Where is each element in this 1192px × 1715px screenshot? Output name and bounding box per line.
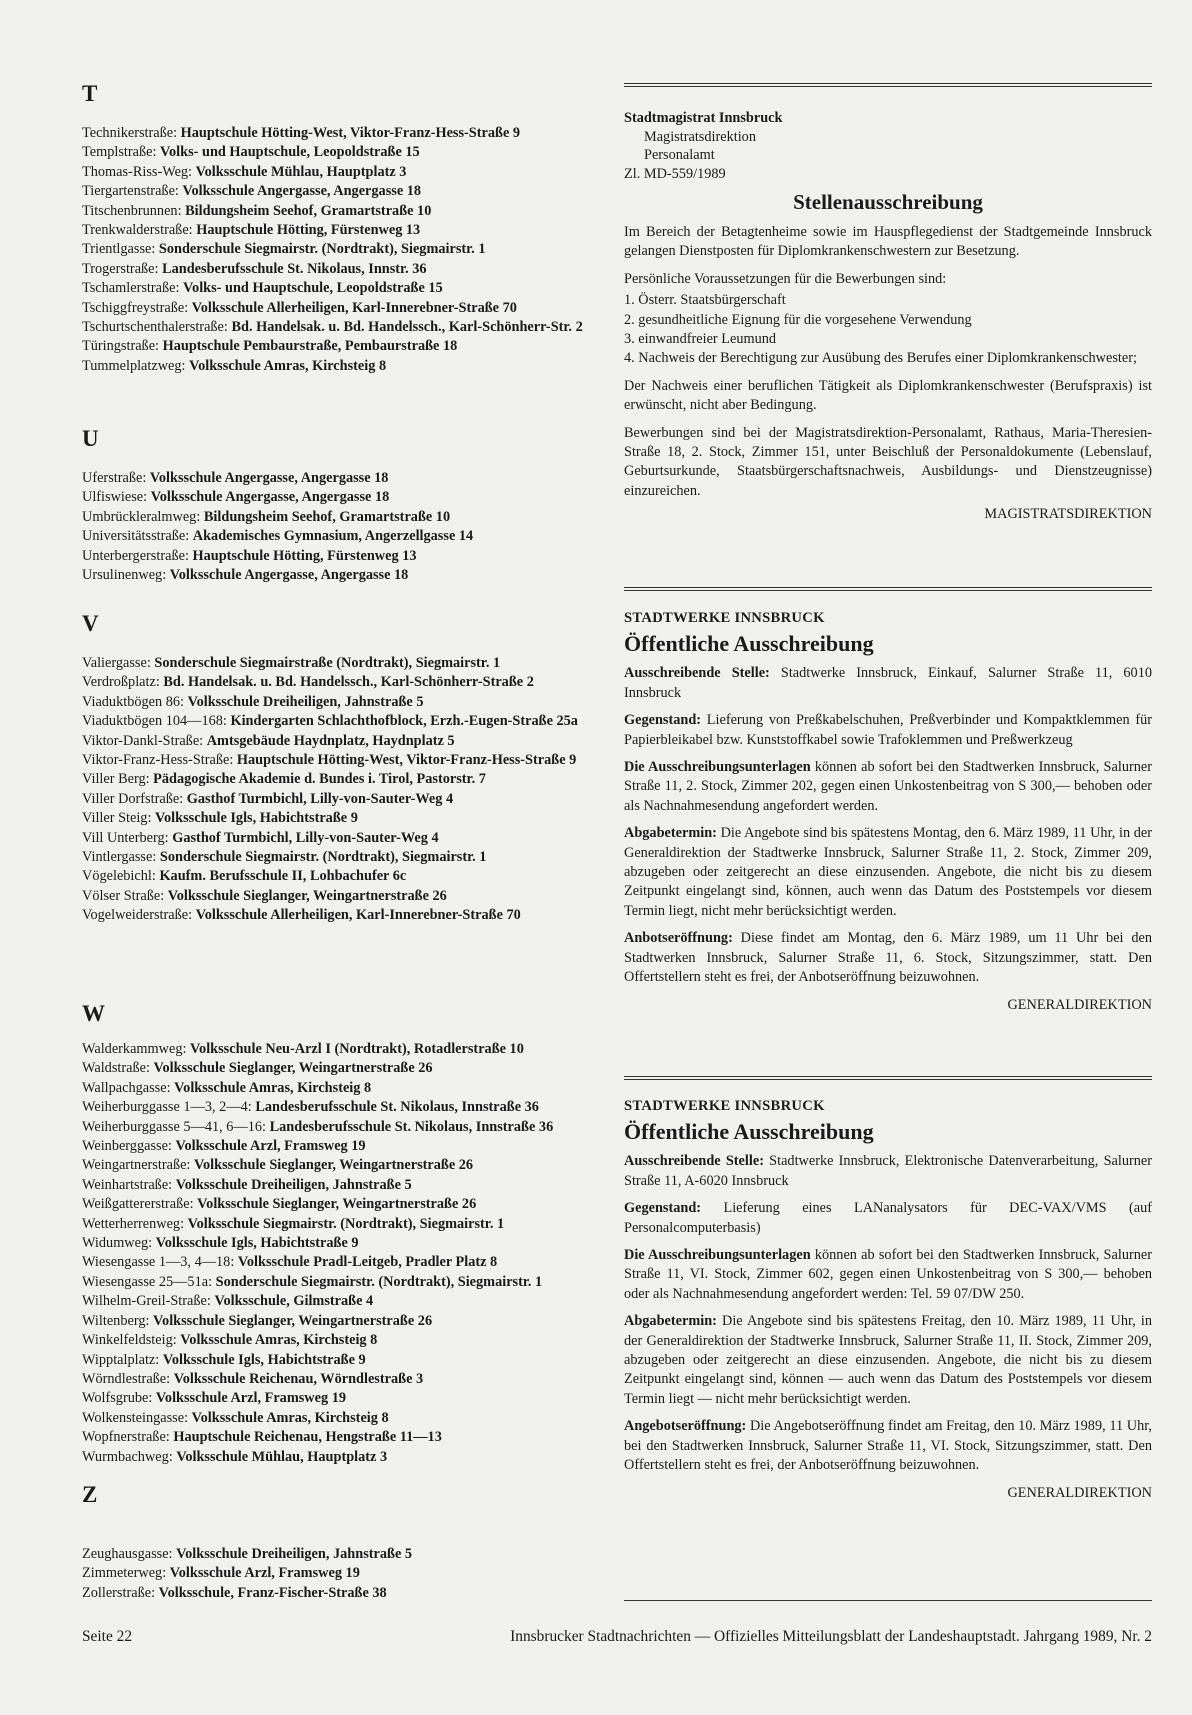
school-address: Volksschule Sieglanger, Weingartnerstraße 26 bbox=[153, 1060, 433, 1077]
school-address: Hauptschule Hötting, Fürstenweg 13 bbox=[196, 222, 421, 239]
directory-entry bbox=[82, 1351, 610, 1370]
paragraph-text: Die Angebotseröffnung findet am Freitag, den 10. März 1989, 11 Uhr, bei den Stadtwerken Innsbruck, Salurner Straße 11, VI. Stock, Sitzungszimmer, statt. Den Offertstellern steht es frei, der Anbotseröffnung beizuwohnen. bbox=[624, 1418, 1152, 1474]
school-address: Volksschule Siegmairstr. (Nordtrakt), Siegmairstr. 1 bbox=[187, 1215, 505, 1232]
directory-entry bbox=[82, 221, 610, 240]
directory-entry bbox=[82, 1389, 610, 1408]
street-name: Viaduktbögen 86: bbox=[82, 693, 184, 710]
directory-entry bbox=[82, 1118, 610, 1137]
directory-entry bbox=[82, 673, 610, 692]
directory-entry bbox=[82, 260, 610, 279]
street-name: Tummelplatzweg: bbox=[82, 357, 186, 374]
school-address: Volksschule Arzl, Framsweg 19 bbox=[155, 1390, 346, 1407]
school-address: Volksschule, Gilmstraße 4 bbox=[214, 1293, 374, 1310]
school-address: Pädagogische Akademie d. Bundes i. Tirol, Pastorstr. 7 bbox=[153, 771, 486, 788]
paragraph-label: Abgabetermin: bbox=[624, 1313, 717, 1330]
paragraph-label: Die Ausschreibungsunterlagen bbox=[624, 1247, 811, 1264]
school-address: Hauptschule Hötting-West, Viktor-Franz-Hess-Straße 9 bbox=[180, 125, 521, 141]
directory-entry bbox=[82, 488, 610, 507]
street-name: Titschenbrunnen: bbox=[82, 202, 182, 219]
directory-entry bbox=[82, 1059, 610, 1078]
street-name: Viktor-Franz-Hess-Straße: bbox=[82, 752, 234, 769]
directory-entry bbox=[82, 712, 610, 731]
divider bbox=[624, 1600, 1152, 1601]
street-name: Wörndlestraße: bbox=[82, 1370, 171, 1387]
paragraph-text: Die Angebote sind bis spätestens Montag, den 6. März 1989, 11 Uhr, in der Generaldirektion der Stadtwerke Innsbruck, Salurner Straße 11, 2. Stock, Zimmer 209, abzugeben oder zeitgerecht an diese einzusenden. Angebote, die nicht bis zu diesem Zeitpunkt eingelangt sind, können, auch wenn das Datum des Poststempels vor diesem Termin liegt, nicht mehr berücksichtigt werden. bbox=[624, 825, 1152, 919]
directory-entry bbox=[82, 527, 610, 546]
street-name: Wiesengasse 1—3, 4—18: bbox=[82, 1254, 235, 1271]
directory-entry bbox=[82, 887, 610, 906]
school-address: Volksschule Amras, Kirchsteig 8 bbox=[191, 1409, 389, 1426]
requirement-item: 3. einwandfreier Leumund bbox=[624, 331, 777, 348]
street-name: Wiltenberg: bbox=[82, 1312, 150, 1329]
letter-heading-u: U bbox=[82, 426, 99, 451]
street-name: Vill Unterberg: bbox=[82, 829, 169, 846]
street-name: Ulfiswiese: bbox=[82, 489, 148, 506]
publication-title: Innsbrucker Stadtnachrichten — Offizielles Mitteilungsblatt der Landeshauptstadt. Jahrgang 1989, Nr. 2 bbox=[510, 1628, 1152, 1645]
street-name: Valiergasse: bbox=[82, 655, 151, 671]
street-name: Templstraße: bbox=[82, 144, 157, 161]
tender-paragraph bbox=[624, 758, 1152, 816]
paragraph-text: Stadtwerke Innsbruck, Einkauf, Salurner Straße 11, 6010 Innsbruck bbox=[624, 665, 1152, 701]
section-u bbox=[82, 469, 610, 585]
directory-entry bbox=[82, 790, 610, 809]
street-name: Viller Berg: bbox=[82, 771, 150, 788]
school-address: Volksschule Allerheiligen, Karl-Innerebner-Straße 70 bbox=[195, 907, 521, 924]
street-name: Tiergartenstraße: bbox=[82, 183, 179, 200]
section-t bbox=[82, 124, 610, 376]
school-address: Volksschule Igls, Habichtstraße 9 bbox=[162, 1351, 366, 1368]
directory-entry bbox=[82, 1253, 610, 1272]
directory-entry bbox=[82, 751, 610, 770]
school-address: Hauptschule Reichenau, Hengstraße 11—13 bbox=[173, 1429, 442, 1446]
street-name: Vintlergasse: bbox=[82, 849, 157, 866]
directory-entry bbox=[82, 1215, 610, 1234]
street-name: Universitätsstraße: bbox=[82, 528, 190, 545]
street-name: Zeughausgasse: bbox=[82, 1546, 173, 1562]
school-address: Volksschule Mühlau, Hauptplatz 3 bbox=[195, 163, 407, 180]
directory-entry bbox=[82, 508, 610, 527]
directory-entry bbox=[82, 809, 610, 828]
school-address: Volksschule Arzl, Framsweg 19 bbox=[175, 1138, 366, 1155]
tender2-signature: GENERALDIREKTION bbox=[1007, 1484, 1152, 1501]
requirement-item: 1. Österr. Staatsbürgerschaft bbox=[624, 292, 786, 309]
school-address: Volks- und Hauptschule, Leopoldstraße 15 bbox=[183, 280, 443, 297]
paragraph-text: können ab sofort bei den Stadtwerken Innsbruck, Salurner Straße 11, 2. Stock, Zimmer 202, gegen einen Unkostenbeitrag von S 300,— behoben oder als Nachnahmesendung angefordert werden. bbox=[624, 759, 1152, 814]
magistrat-practice: Der Nachweis einer beruflichen Tätigkeit als Diplomkrankenschwester (Berufspraxis) ist erwünscht, nicht aber Bedingung. bbox=[624, 377, 1152, 414]
street-name: Wilhelm-Greil-Straße: bbox=[82, 1293, 211, 1310]
school-address: Landesberufsschule St. Nikolaus, Innstraße 36 bbox=[269, 1118, 554, 1135]
street-name: Wallpachgasse: bbox=[82, 1079, 171, 1096]
street-name: Trogerstraße: bbox=[82, 260, 159, 277]
street-name: Vogelweiderstraße: bbox=[82, 907, 193, 924]
street-name: Zollerstraße: bbox=[82, 1584, 156, 1601]
directory-entry bbox=[82, 1545, 610, 1564]
magistrat-apply: Bewerbungen sind bei der Magistratsdirektion-Personalamt, Rathaus, Maria-Theresien-Straße 18, 2. Stock, Zimmer 151, unter Beischluß der Personaldokumente (Lebenslauf, Geburtsurkunde, Staatsbürgerschaftsnachweis, Ausbildungs- und Dienstzeugnisse) einzureichen. bbox=[624, 424, 1152, 499]
street-name: Völser Straße: bbox=[82, 887, 165, 904]
school-address: Sonderschule Siegmairstr. (Nordtrakt), Siegmairstr. 1 bbox=[215, 1273, 543, 1290]
school-address: Volksschule Sieglanger, Weingartnerstraße 26 bbox=[153, 1312, 433, 1329]
school-address: Bd. Handelsak. u. Bd. Handelssch., Karl-Schönherr-Str. 2 bbox=[231, 319, 583, 336]
section-v bbox=[82, 654, 610, 926]
magistrat-req-intro: Persönliche Voraussetzungen für die Bewerbungen sind: bbox=[624, 270, 947, 287]
paragraph-label: Gegenstand: bbox=[624, 1200, 702, 1217]
directory-entry bbox=[82, 1584, 610, 1603]
directory-entry bbox=[82, 124, 610, 143]
section-z bbox=[82, 1545, 610, 1603]
school-address: Volksschule Mühlau, Hauptplatz 3 bbox=[176, 1448, 388, 1465]
street-name: Viktor-Dankl-Straße: bbox=[82, 732, 204, 749]
paragraph-label: Ausschreibende Stelle: bbox=[624, 665, 770, 682]
directory-entry bbox=[82, 163, 610, 182]
street-name: Weinberggasse: bbox=[82, 1138, 172, 1155]
street-name: Wolfsgrube: bbox=[82, 1390, 153, 1407]
tender1-signature: GENERALDIREKTION bbox=[1007, 996, 1152, 1013]
school-address: Volksschule Amras, Kirchsteig 8 bbox=[189, 357, 387, 374]
school-address: Hauptschule Pembaurstraße, Pembaurstraße 18 bbox=[162, 338, 458, 355]
directory-entry bbox=[82, 279, 610, 298]
street-name: Weißgattererstraße: bbox=[82, 1196, 194, 1213]
paragraph-text: Die Angebote sind bis spätestens Freitag, den 10. März 1989, 11 Uhr, in der Generaldirektion der Stadtwerke Innsbruck, Salurner Straße 11, II. Stock, Zimmer 209, abzugeben oder zeitgerecht an diese einzusenden. Angebote, die nicht bis zu diesem Zeitpunkt eingelangt sind, können — auch wenn das Datum des Poststempels vor diesem Termin liegt — nicht mehr berücksichtigt werden. bbox=[624, 1313, 1152, 1407]
paragraph-text: Diese findet am Montag, den 6. März 1989, um 11 Uhr bei den Stadtwerken Innsbruck, Salurner Straße 11, 6. Stock, Sitzungszimmer, statt. Den Offertstellern steht es frei, der Anbotseröffnung beizuwohnen. bbox=[624, 930, 1152, 986]
street-name: Viaduktbögen 104—168: bbox=[82, 713, 227, 730]
directory-entry bbox=[82, 1331, 610, 1350]
school-address: Gasthof Turmbichl, Lilly-von-Sauter-Weg 4 bbox=[186, 790, 454, 807]
street-name: Waldstraße: bbox=[82, 1060, 150, 1077]
street-name: Wurmbachweg: bbox=[82, 1448, 173, 1465]
street-name: Wetterherrenweg: bbox=[82, 1215, 185, 1232]
school-address: Volksschule Allerheiligen, Karl-Innerebner-Straße 70 bbox=[191, 299, 517, 316]
paragraph-label: Die Ausschreibungsunterlagen bbox=[624, 759, 811, 776]
directory-entry bbox=[82, 732, 610, 751]
divider bbox=[624, 83, 1152, 87]
school-address: Bildungsheim Seehof, Gramartstraße 10 bbox=[203, 508, 451, 525]
magistrat-ref: Zl. MD-559/1989 bbox=[624, 165, 726, 182]
tender-paragraph bbox=[624, 1152, 1152, 1191]
street-name: Weingartnerstraße: bbox=[82, 1157, 191, 1174]
directory-entry bbox=[82, 547, 610, 566]
directory-entry bbox=[82, 566, 610, 585]
magistrat-dept2: Personalamt bbox=[644, 147, 715, 163]
school-address: Akademisches Gymnasium, Angerzellgasse 14 bbox=[192, 528, 474, 545]
letter-heading-t: T bbox=[82, 81, 98, 106]
letter-heading-z: Z bbox=[82, 1482, 98, 1507]
school-address: Volksschule Reichenau, Wörndlestraße 3 bbox=[173, 1370, 424, 1387]
street-name: Wipptalplatz: bbox=[82, 1351, 160, 1368]
street-name: Verdroßplatz: bbox=[82, 674, 160, 691]
directory-entry bbox=[82, 1137, 610, 1156]
paragraph-label: Ausschreibende Stelle: bbox=[624, 1153, 764, 1170]
street-name: Zimmeterweg: bbox=[82, 1565, 167, 1582]
street-name: Viller Dorfstraße: bbox=[82, 790, 184, 807]
school-address: Volks- und Hauptschule, Leopoldstraße 15 bbox=[160, 144, 420, 161]
tender-paragraph bbox=[624, 1199, 1152, 1238]
tender1-body bbox=[624, 664, 1152, 987]
school-address: Landesberufsschule St. Nikolaus, Innstr. 36 bbox=[162, 260, 427, 277]
school-address: Volksschule Angergasse, Angergasse 18 bbox=[150, 489, 390, 506]
letter-heading-v: V bbox=[82, 611, 99, 636]
tender2-heading: Öffentliche Ausschreibung bbox=[624, 1119, 874, 1145]
paragraph-text: Lieferung von Preßkabelschuhen, Preßverbinder und Kompaktklemmen für Papierbleikabel bzw. Kunststoffkabel sowie Trafoklemmen und Preßwerkzeug bbox=[624, 712, 1152, 748]
directory-entry bbox=[82, 318, 610, 337]
directory-entry bbox=[82, 906, 610, 925]
street-name: Wiesengasse 25—51a: bbox=[82, 1273, 213, 1290]
school-address: Sonderschule Siegmairstr. (Nordtrakt), Siegmairstr. 1 bbox=[158, 241, 486, 258]
tender-paragraph bbox=[624, 1312, 1152, 1409]
street-name: Weiherburggasse 5—41, 6—16: bbox=[82, 1118, 267, 1135]
magistrat-intro: Im Bereich der Betagtenheime sowie im Hauspflegedienst der Stadtgemeinde Innsbruck gelangen Dienstposten für Diplomkrankenschwestern zur Besetzung. bbox=[624, 224, 1152, 260]
school-address: Volksschule Sieglanger, Weingartnerstraße 26 bbox=[167, 887, 447, 904]
school-address: Bildungsheim Seehof, Gramartstraße 10 bbox=[185, 202, 432, 219]
directory-entry bbox=[82, 1176, 610, 1195]
school-address: Amtsgebäude Haydnplatz, Haydnplatz 5 bbox=[206, 732, 455, 749]
paragraph-label: Gegenstand: bbox=[624, 712, 702, 729]
tender1-org: STADTWERKE INNSBRUCK bbox=[624, 610, 825, 626]
directory-entry bbox=[82, 299, 610, 318]
street-name: Trenkwalderstraße: bbox=[82, 222, 193, 239]
tender2-body bbox=[624, 1152, 1152, 1475]
directory-entry bbox=[82, 1195, 610, 1214]
street-name: Umbrückleralmweg: bbox=[82, 508, 201, 525]
paragraph-text: Lieferung eines LANanalysators für DEC-VAX/VMS (auf Personalcomputerbasis) bbox=[624, 1200, 1152, 1236]
tender1-heading: Öffentliche Ausschreibung bbox=[624, 631, 874, 657]
directory-entry bbox=[82, 693, 610, 712]
school-address: Volksschule Pradl-Leitgeb, Pradler Platz 8 bbox=[237, 1254, 498, 1271]
directory-entry bbox=[82, 1156, 610, 1175]
school-address: Kaufm. Berufsschule II, Lohbachufer 6c bbox=[159, 868, 407, 885]
tender-paragraph bbox=[624, 664, 1152, 703]
directory-entry bbox=[82, 1564, 610, 1583]
directory-entry bbox=[82, 1370, 610, 1389]
directory-entry bbox=[82, 1448, 610, 1467]
street-name: Tschamlerstraße: bbox=[82, 280, 180, 297]
magistrat-signature: MAGISTRATSDIREKTION bbox=[984, 506, 1152, 523]
street-name: Weinhartstraße: bbox=[82, 1176, 173, 1193]
school-address: Kindergarten Schlachthofblock, Erzh.-Eugen-Straße 25a bbox=[230, 713, 578, 730]
requirement-item: 4. Nachweis der Berechtigung zur Ausübung des Berufes einer Diplomkrankenschwester; bbox=[624, 350, 1137, 367]
directory-entry bbox=[82, 1428, 610, 1447]
school-address: Gasthof Turmbichl, Lilly-von-Sauter-Weg 4 bbox=[172, 829, 439, 846]
directory-entry bbox=[82, 1312, 610, 1331]
directory-entry bbox=[82, 1098, 610, 1117]
requirements-list bbox=[624, 291, 1152, 369]
street-name: Wopfnerstraße: bbox=[82, 1429, 170, 1446]
tender-paragraph bbox=[624, 711, 1152, 750]
directory-entry bbox=[82, 337, 610, 356]
street-name: Wolkensteingasse: bbox=[82, 1409, 189, 1426]
magistrat-heading: Stellenausschreibung bbox=[793, 190, 983, 214]
school-address: Volksschule Igls, Habichtstraße 9 bbox=[155, 810, 358, 827]
school-address: Volksschule Neu-Arzl I (Nordtrakt), Rotadlerstraße 10 bbox=[190, 1041, 524, 1057]
street-name: Türingstraße: bbox=[82, 338, 160, 355]
street-name: Uferstraße: bbox=[82, 470, 147, 486]
street-name: Tschiggfreystraße: bbox=[82, 299, 189, 316]
paragraph-label: Anbotseröffnung: bbox=[624, 930, 733, 947]
paragraph-text: Stadtwerke Innsbruck, Elektronische Datenverarbeitung, Salurner Straße 11, A-6020 Innsbruck bbox=[624, 1153, 1152, 1189]
tender-paragraph bbox=[624, 1246, 1152, 1304]
street-name: Weiherburggasse 1—3, 2—4: bbox=[82, 1099, 252, 1116]
directory-entry bbox=[82, 1079, 610, 1098]
directory-entry bbox=[82, 143, 610, 162]
paragraph-text: können ab sofort bei den Stadtwerken Innsbruck, Salurner Straße 11, VI. Stock, Zimmer 602, gegen einen Unkostenbeitrag von S 300,— behoben oder als Nachnahmesendung angefordert werden: Tel. 59 07/DW 250. bbox=[624, 1247, 1152, 1302]
street-name: Ursulinenweg: bbox=[82, 567, 167, 584]
school-address: Volksschule Amras, Kirchsteig 8 bbox=[180, 1332, 378, 1349]
street-name: Unterbergerstraße: bbox=[82, 547, 189, 564]
school-address: Volksschule Sieglanger, Weingartnerstraße 26 bbox=[197, 1196, 477, 1213]
street-name: Vögelebichl: bbox=[82, 868, 156, 885]
school-address: Bd. Handelsak. u. Bd. Handelssch., Karl-Schönherr-Straße 2 bbox=[163, 674, 534, 691]
school-address: Volksschule, Franz-Fischer-Straße 38 bbox=[158, 1584, 387, 1601]
school-address: Volksschule Angergasse, Angergasse 18 bbox=[149, 470, 389, 486]
street-name: Widumweg: bbox=[82, 1235, 153, 1252]
tender-paragraph bbox=[624, 824, 1152, 921]
directory-entry bbox=[82, 654, 610, 673]
directory-entry bbox=[82, 770, 610, 789]
tender-1 bbox=[624, 609, 1152, 1015]
magistrat-notice bbox=[624, 109, 1152, 525]
school-address: Sonderschule Siegmairstraße (Nordtrakt), Siegmairstr. 1 bbox=[154, 655, 501, 671]
directory-entry bbox=[82, 848, 610, 867]
magistrat-org: Stadtmagistrat Innsbruck bbox=[624, 110, 783, 126]
directory-entry bbox=[82, 182, 610, 201]
street-name: Thomas-Riss-Weg: bbox=[82, 163, 193, 180]
street-name: Walderkammweg: bbox=[82, 1041, 187, 1057]
school-address: Volksschule Igls, Habichtstraße 9 bbox=[155, 1235, 359, 1252]
directory-entry bbox=[82, 867, 610, 886]
paragraph-label: Angebotseröffnung: bbox=[624, 1418, 747, 1435]
school-address: Volksschule Angergasse, Angergasse 18 bbox=[182, 183, 422, 200]
school-address: Hauptschule Hötting-West, Viktor-Franz-Hess-Straße 9 bbox=[236, 752, 577, 769]
directory-entry bbox=[82, 202, 610, 221]
directory-entry bbox=[82, 1234, 610, 1253]
street-name: Trientlgasse: bbox=[82, 241, 156, 258]
street-name: Tschurtschenthalerstraße: bbox=[82, 319, 228, 336]
directory-entry bbox=[82, 1040, 610, 1059]
tender-paragraph bbox=[624, 929, 1152, 987]
school-address: Volksschule Angergasse, Angergasse 18 bbox=[169, 567, 409, 584]
street-name: Viller Steig: bbox=[82, 810, 152, 827]
directory-entry bbox=[82, 357, 610, 376]
section-w bbox=[82, 1040, 610, 1467]
school-address: Volksschule Amras, Kirchsteig 8 bbox=[174, 1079, 372, 1096]
street-name: Winkelfeldsteig: bbox=[82, 1332, 177, 1349]
divider bbox=[624, 587, 1152, 591]
requirement-item: 2. gesundheitliche Eignung für die vorgesehene Verwendung bbox=[624, 311, 972, 328]
school-address: Volksschule Dreiheiligen, Jahnstraße 5 bbox=[187, 693, 424, 710]
school-address: Landesberufsschule St. Nikolaus, Innstraße 36 bbox=[255, 1099, 539, 1116]
magistrat-dept1: Magistratsdirektion bbox=[644, 128, 756, 145]
directory-entry bbox=[82, 829, 610, 848]
directory-entry bbox=[82, 1409, 610, 1428]
school-address: Volksschule Dreiheiligen, Jahnstraße 5 bbox=[176, 1546, 413, 1562]
directory-entry bbox=[82, 240, 610, 259]
school-address: Hauptschule Hötting, Fürstenweg 13 bbox=[192, 547, 417, 564]
letter-heading-w: W bbox=[82, 1001, 105, 1026]
tender-paragraph bbox=[624, 1417, 1152, 1475]
directory-entry bbox=[82, 1273, 610, 1292]
school-address: Sonderschule Siegmairstr. (Nordtrakt), Siegmairstr. 1 bbox=[159, 849, 487, 866]
tender-2 bbox=[624, 1097, 1152, 1503]
divider bbox=[624, 1076, 1152, 1080]
directory-entry bbox=[82, 469, 610, 488]
school-address: Volksschule Sieglanger, Weingartnerstraße 26 bbox=[193, 1157, 474, 1174]
street-name: Technikerstraße: bbox=[82, 125, 178, 141]
school-address: Volksschule Dreiheiligen, Jahnstraße 5 bbox=[175, 1176, 412, 1193]
tender2-org: STADTWERKE INNSBRUCK bbox=[624, 1098, 825, 1114]
paragraph-label: Abgabetermin: bbox=[624, 825, 717, 842]
directory-entry bbox=[82, 1292, 610, 1311]
school-address: Volksschule Arzl, Framsweg 19 bbox=[169, 1565, 360, 1582]
page-number: Seite 22 bbox=[82, 1628, 133, 1645]
